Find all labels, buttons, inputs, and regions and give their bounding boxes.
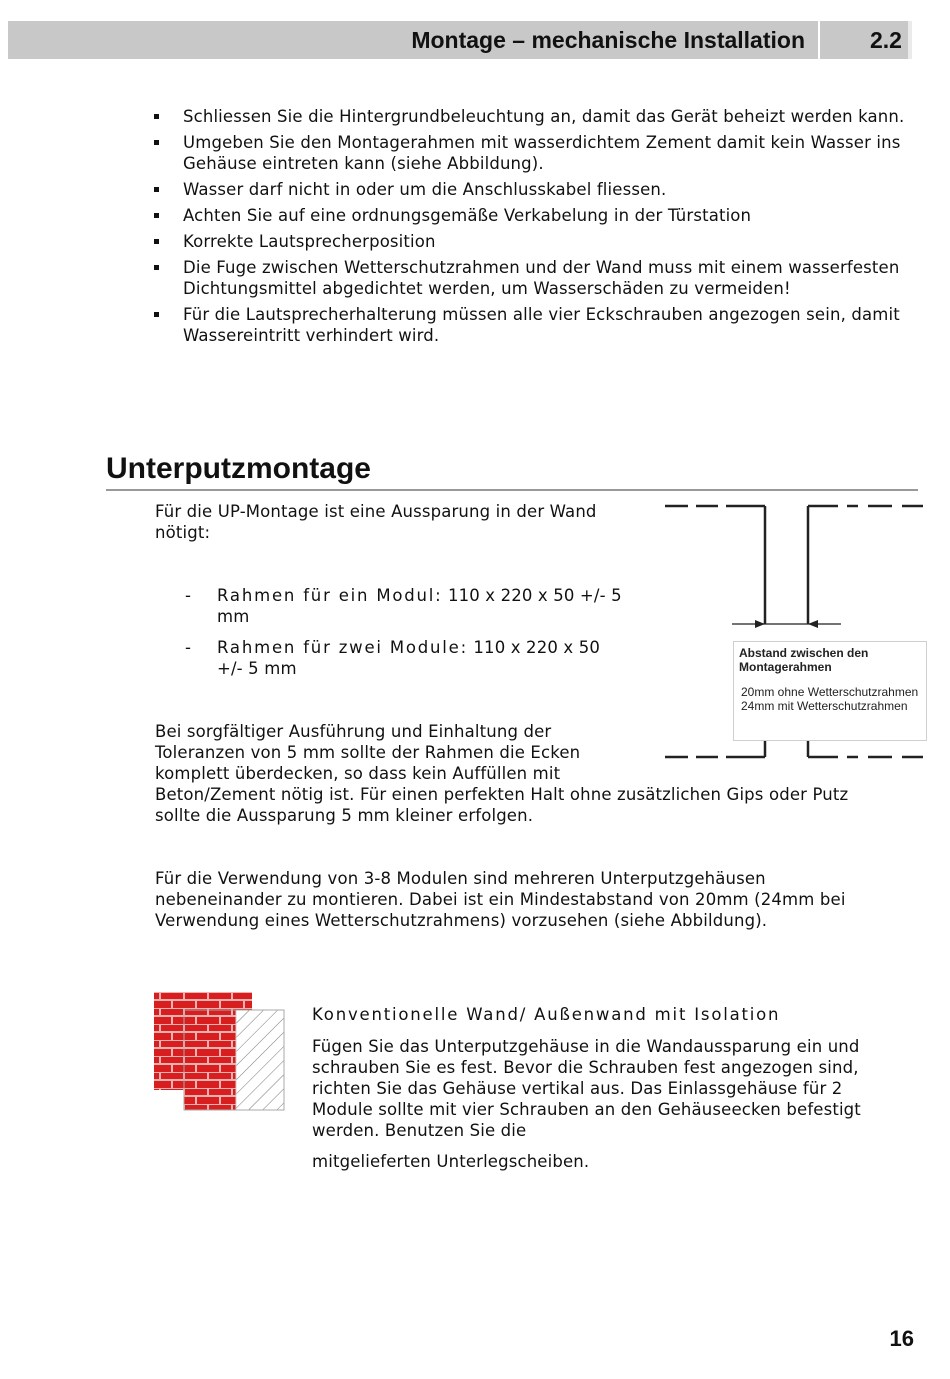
list-item: Wasser darf nicht in oder um die Anschlusskabel fliessen. <box>150 179 940 200</box>
list-item: Korrekte Lautsprecherposition <box>150 231 940 252</box>
page-title: Montage – mechanische Installation <box>411 27 805 53</box>
frame-spec-one-module: - Rahmen für ein Modul: 110 x 220 x 50 +/- 5 mm <box>185 586 622 626</box>
frame-spec-two-modules: - Rahmen für zwei Module: 110 x 220 x 50 +/- 5 mm <box>185 638 600 678</box>
bullet-icon <box>154 312 159 317</box>
list-item: Achten Sie auf eine ordnungsgemäße Verkabelung in der Türstation <box>150 205 940 226</box>
header-edge <box>908 21 912 59</box>
bullet-icon <box>154 114 159 119</box>
list-item: Umgeben Sie den Montagerahmen mit wasserdichtem Zement damit kein Wasser ins Gehäuse eintreten kann (siehe Abbildung). <box>150 132 940 174</box>
bullet-icon <box>154 213 159 218</box>
diagram-caption: Abstand zwischen den Montagerahmen 20mm ohne Wetterschutzrahmen 24mm mit Wetterschutzrahmen <box>733 641 927 741</box>
wall-instructions-last: mitgelieferten Unterlegscheiben. <box>312 1152 590 1171</box>
bullet-icon <box>154 140 159 145</box>
bullet-icon <box>154 239 159 244</box>
paragraph-multi-module: Für die Verwendung von 3-8 Modulen sind mehreren Unterputzgehäusen nebeneinander zu montieren. Dabei ist ein Mindestabstand von 20mm (24mm bei Verwendung eines Wetterschutzrahmens) vorzusehen (siehe Abbildung). <box>155 869 846 930</box>
instruction-list <box>150 106 940 351</box>
list-item: Die Fuge zwischen Wetterschutzrahmen und der Wand muss mit einem wasserfesten Dichtungsmittel abgedichtet werden, um Wasserschäden zu vermeiden! <box>150 257 940 299</box>
paragraph-tolerances: Bei sorgfältiger Ausführung und Einhaltung der Toleranzen von 5 mm sollte der Rahmen die Ecken komplett überdecken, so dass kein Auffüllen mit Beton/Zement nötig ist. Für einen perfekten Halt ohne zusätzlichen Gips oder Putz sollte die Aussparung 5 mm kleiner erfolgen. <box>155 722 849 825</box>
wall-heading: Konventionelle Wand/ Außenwand mit Isolation <box>312 1005 781 1024</box>
section-heading: Unterputzmontage <box>106 452 371 485</box>
list-item: Für die Lautsprecherhalterung müssen alle vier Eckschrauben angezogen sein, damit Wassereintritt verhindert wird. <box>150 304 940 346</box>
list-item: Schliessen Sie die Hintergrundbeleuchtung an, damit das Gerät beheizt werden kann. <box>150 106 940 127</box>
wall-instructions: Fügen Sie das Unterputzgehäuse in die Wandaussparung ein und schrauben Sie es fest. Bevor die Schrauben fest angezogen sind, richten Sie das Gehäuse vertikal aus. Das Einlassgehäuse für 2 Module sollte mit vier Schrauben an den Gehäuseecken befestigt werden. Benutzen Sie die <box>312 1037 861 1140</box>
section-divider <box>106 489 918 491</box>
page-number: 16 <box>889 1326 914 1351</box>
brick-wall-icon <box>154 992 288 1112</box>
section-number: 2.2 <box>870 27 902 53</box>
intro-text: Für die UP-Montage ist eine Aussparung in der Wand nötigt: <box>155 502 597 542</box>
bullet-icon <box>154 187 159 192</box>
bullet-icon <box>154 265 159 270</box>
